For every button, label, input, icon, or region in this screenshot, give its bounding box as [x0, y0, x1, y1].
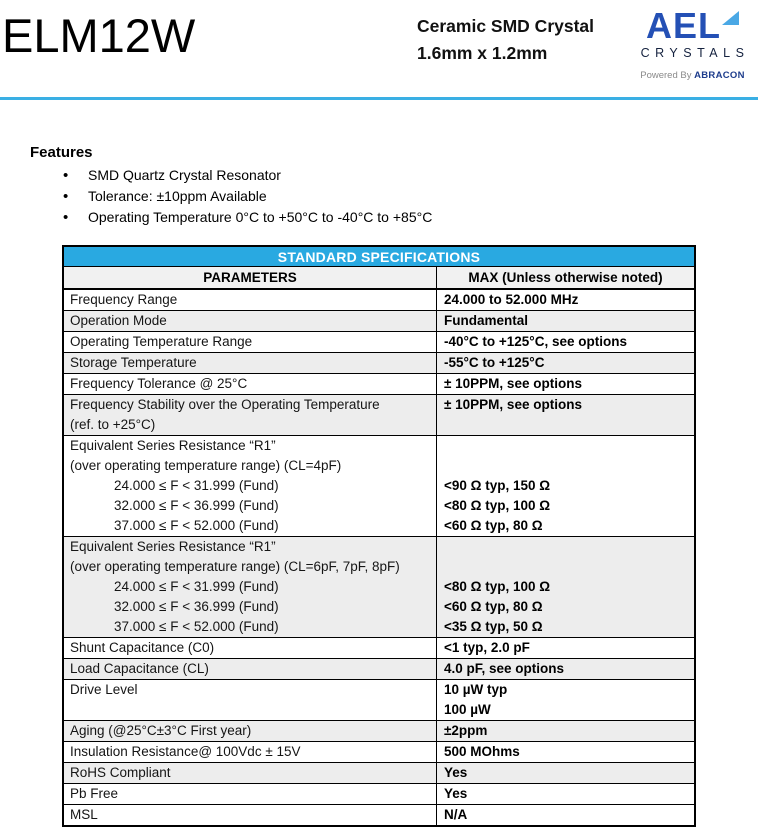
param-cell	[64, 311, 437, 331]
value-line: -55°C to +125°C	[444, 355, 545, 370]
param-cell	[64, 353, 437, 373]
logo-triangle-icon	[722, 11, 739, 25]
param-line: (over operating temperature range) (CL=4pF)	[70, 458, 342, 473]
value-line: <1 typ, 2.0 pF	[444, 640, 530, 655]
param-cell	[64, 659, 437, 679]
table-row	[64, 659, 694, 680]
value-cell	[437, 290, 694, 310]
value-line: <90 Ω typ, 150 Ω	[444, 478, 551, 493]
table-row	[64, 395, 694, 436]
value-cell	[437, 311, 694, 331]
value-line: Fundamental	[444, 313, 529, 328]
value-line: 24.000 to 52.000 MHz	[444, 292, 579, 307]
product-subtitle	[417, 13, 594, 67]
param-line: Pb Free	[70, 786, 119, 801]
param-line: Load Capacitance (CL)	[70, 661, 209, 676]
value-line: Yes	[444, 765, 468, 780]
value-line: <60 Ω typ, 80 Ω	[444, 599, 543, 614]
table-row	[64, 784, 694, 805]
param-line: 32.000 ≤ F < 36.999 (Fund)	[114, 498, 279, 513]
value-line: 4.0 pF, see options	[444, 661, 565, 676]
param-cell	[64, 436, 437, 536]
value-cell	[437, 680, 694, 720]
value-line: ± 10PPM, see options	[444, 376, 582, 391]
value-line: <60 Ω typ, 80 Ω	[444, 518, 543, 533]
param-line: Frequency Range	[70, 292, 178, 307]
value-cell	[437, 537, 694, 637]
param-cell	[64, 290, 437, 310]
value-cell	[437, 784, 694, 804]
ael-crystals-logo	[632, 5, 753, 81]
param-line: (over operating temperature range) (CL=6pF, 7pF, 8pF)	[70, 559, 400, 574]
param-cell	[64, 638, 437, 658]
value-cell	[437, 638, 694, 658]
table-row	[64, 742, 694, 763]
column-header-max: MAX (Unless otherwise noted)	[468, 270, 663, 285]
value-line: -40°C to +125°C, see options	[444, 334, 627, 349]
value-cell	[437, 395, 694, 435]
table-row	[64, 374, 694, 395]
value-line	[437, 456, 694, 476]
features-title: Features	[30, 144, 93, 161]
table-row	[64, 638, 694, 659]
param-line: MSL	[70, 807, 98, 822]
feature-item: • Operating Temperature 0°C to +50°C to -40°C to +85°C	[30, 207, 680, 228]
value-cell	[437, 659, 694, 679]
param-line	[64, 700, 436, 720]
features-section	[30, 143, 680, 228]
subtitle-line2: 1.6mm x 1.2mm	[417, 43, 548, 63]
feature-item: • Tolerance: ±10ppm Available	[30, 186, 680, 207]
value-line: ± 10PPM, see options	[444, 397, 582, 412]
param-line: 24.000 ≤ F < 31.999 (Fund)	[114, 478, 279, 493]
logo-crystals-text: CRYSTALS	[640, 46, 750, 60]
table-row	[64, 436, 694, 537]
features-list	[30, 165, 680, 228]
param-line: Storage Temperature	[70, 355, 197, 370]
param-line: RoHS Compliant	[70, 765, 171, 780]
subtitle-line1: Ceramic SMD Crystal	[417, 16, 595, 36]
table-row	[64, 311, 694, 332]
param-cell	[64, 680, 437, 720]
param-cell	[64, 537, 437, 637]
value-line	[437, 557, 694, 577]
param-line: Operating Temperature Range	[70, 334, 253, 349]
value-cell	[437, 742, 694, 762]
param-cell	[64, 742, 437, 762]
logo-brand-row	[632, 5, 753, 46]
param-cell	[64, 721, 437, 741]
param-line: 37.000 ≤ F < 52.000 (Fund)	[114, 518, 279, 533]
column-header-parameters: PARAMETERS	[64, 267, 437, 288]
logo-brand-text: AEL	[646, 5, 721, 46]
value-cell	[437, 436, 694, 536]
param-line: Insulation Resistance@ 100Vdc ± 15V	[70, 744, 301, 759]
value-line: Yes	[444, 786, 468, 801]
value-cell	[437, 805, 694, 825]
feature-item: • SMD Quartz Crystal Resonator	[30, 165, 680, 186]
param-line: 37.000 ≤ F < 52.000 (Fund)	[114, 619, 279, 634]
spec-rows	[64, 290, 694, 825]
table-title: STANDARD SPECIFICATIONS	[64, 247, 694, 267]
param-cell	[64, 784, 437, 804]
value-line: 500 MOhms	[444, 744, 520, 759]
value-cell	[437, 374, 694, 394]
param-line: Drive Level	[70, 682, 138, 697]
param-line: Operation Mode	[70, 313, 167, 328]
value-line: <80 Ω typ, 100 Ω	[444, 579, 551, 594]
param-cell	[64, 374, 437, 394]
table-row	[64, 353, 694, 374]
value-line: ±2ppm	[444, 723, 488, 738]
param-line: 24.000 ≤ F < 31.999 (Fund)	[114, 579, 279, 594]
value-cell	[437, 332, 694, 352]
table-row	[64, 680, 694, 721]
param-line: Frequency Tolerance @ 25°C	[70, 376, 248, 391]
value-line: 10 µW typ	[444, 682, 508, 697]
product-title: ELM12W	[2, 9, 196, 62]
param-line: (ref. to +25°C)	[70, 417, 156, 432]
value-line	[437, 415, 694, 435]
powered-by-brand: ABRACON	[694, 70, 745, 81]
table-column-headers	[64, 267, 694, 290]
value-line: N/A	[444, 807, 468, 822]
param-line: Frequency Stability over the Operating Temperature	[70, 397, 380, 412]
value-cell	[437, 353, 694, 373]
table-row	[64, 805, 694, 825]
param-line: Aging (@25°C±3°C First year)	[70, 723, 252, 738]
value-line	[437, 537, 694, 557]
value-cell	[437, 763, 694, 783]
value-line	[437, 436, 694, 456]
param-cell	[64, 332, 437, 352]
table-row	[64, 721, 694, 742]
value-line: <35 Ω typ, 50 Ω	[444, 619, 543, 634]
value-line: 100 µW	[444, 702, 491, 717]
param-cell	[64, 763, 437, 783]
powered-by-prefix: Powered By	[640, 70, 695, 81]
table-row	[64, 290, 694, 311]
powered-by	[632, 70, 753, 81]
param-cell	[64, 395, 437, 435]
param-line: Shunt Capacitance (C0)	[70, 640, 215, 655]
value-line: <80 Ω typ, 100 Ω	[444, 498, 551, 513]
param-line: Equivalent Series Resistance “R1”	[70, 539, 276, 554]
table-row	[64, 763, 694, 784]
param-line: Equivalent Series Resistance “R1”	[70, 438, 276, 453]
param-cell	[64, 805, 437, 825]
param-line: 32.000 ≤ F < 36.999 (Fund)	[114, 599, 279, 614]
spec-table	[62, 245, 696, 827]
header-divider	[0, 97, 758, 100]
value-cell	[437, 721, 694, 741]
table-row	[64, 537, 694, 638]
table-row	[64, 332, 694, 353]
